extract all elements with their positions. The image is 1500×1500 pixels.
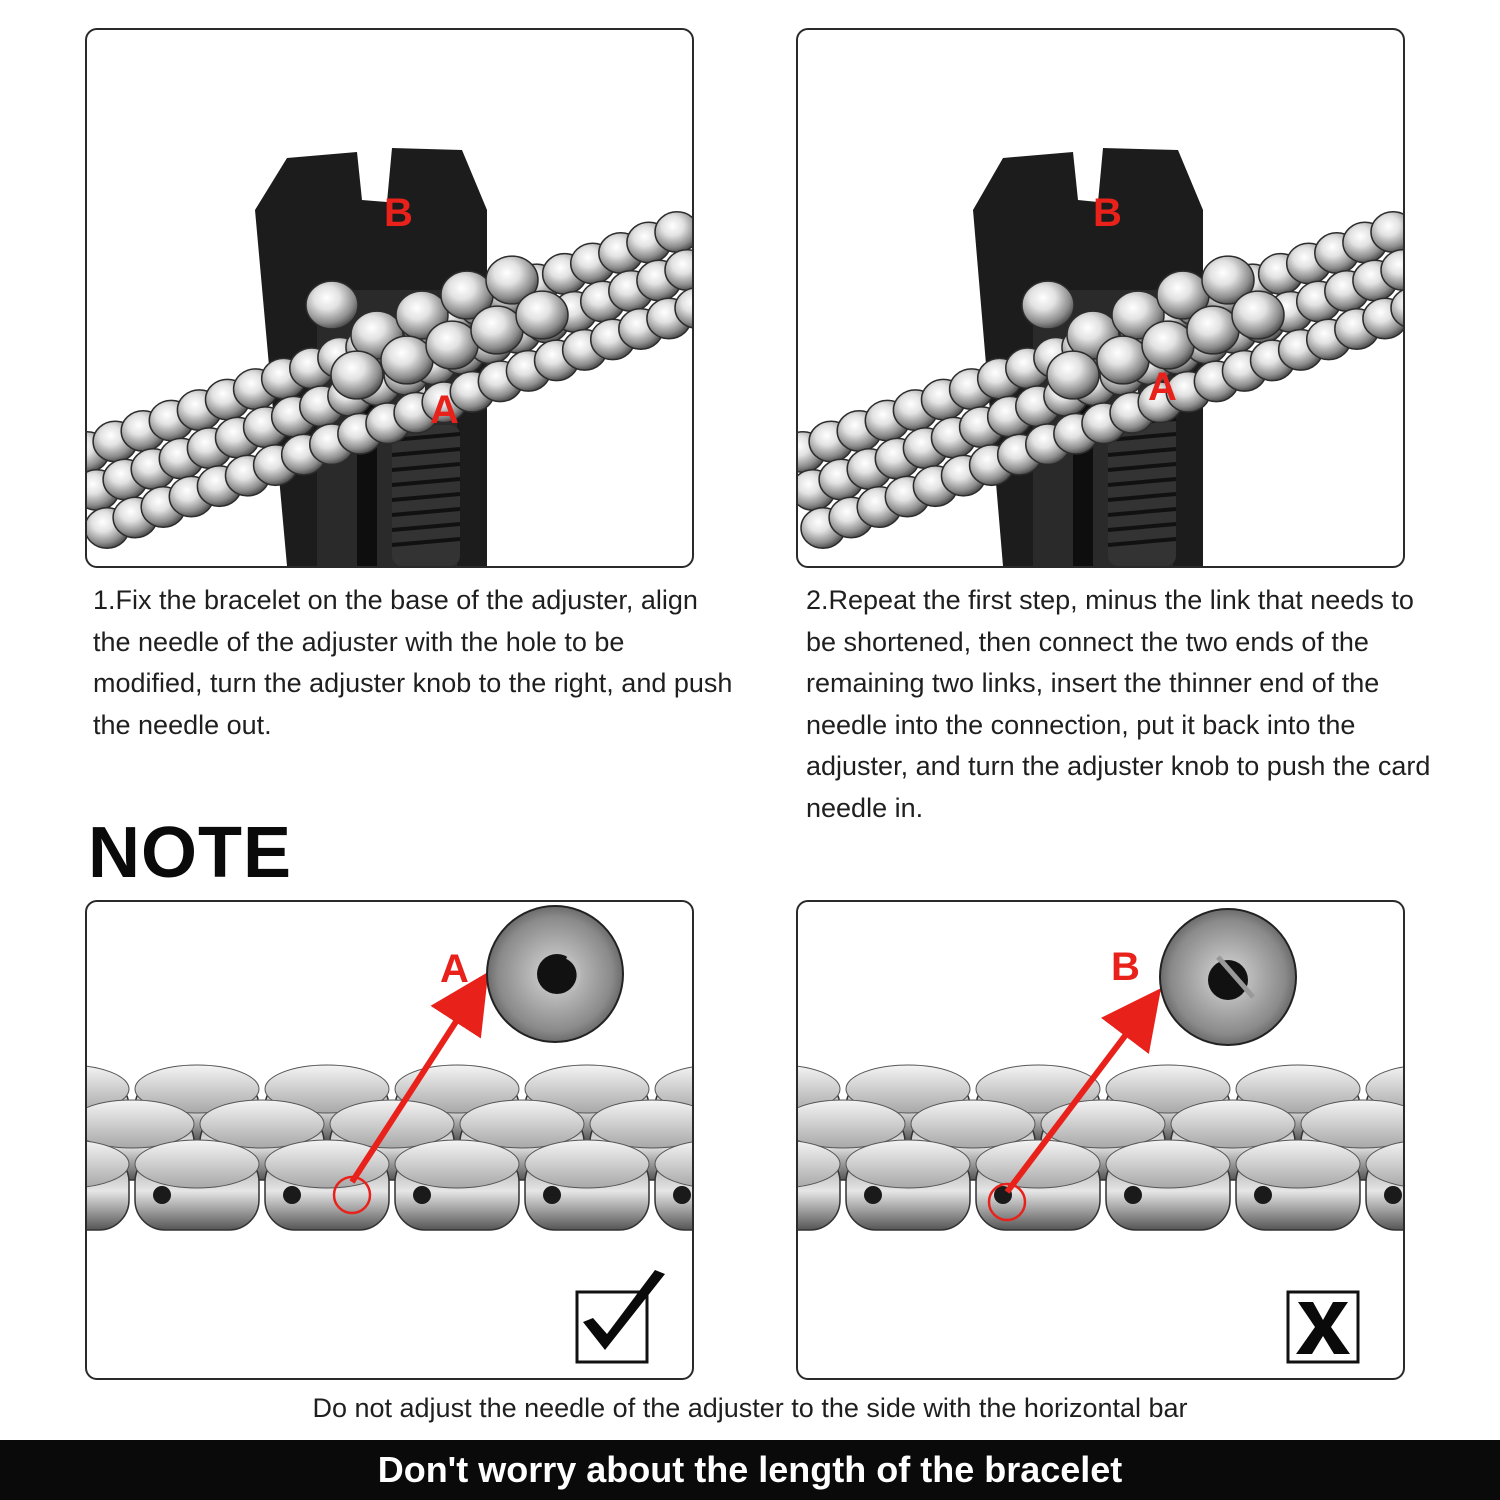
bracelet-links-side — [87, 1065, 692, 1230]
step2-photo-panel — [796, 28, 1405, 568]
hole-zoom-inset — [1160, 909, 1296, 1045]
label-a: A — [1148, 365, 1177, 409]
label-b: B — [1111, 945, 1140, 989]
step1-instructions: 1.Fix the bracelet on the base of the adjuster, align the needle of the adjuster with the hole to be modified, turn the adjuster knob to the right, and push the needle out. — [93, 585, 733, 740]
bracelet-links-side — [798, 1065, 1403, 1230]
correct-side-panel — [85, 900, 694, 1380]
wrong-side-photo — [798, 902, 1403, 1378]
label-b: B — [384, 191, 413, 235]
step1-photo-panel — [85, 28, 694, 568]
hole-zoom-inset — [487, 906, 623, 1042]
wrong-side-panel — [796, 900, 1405, 1380]
x-mark-icon — [1288, 1292, 1358, 1362]
warning-text: Do not adjust the needle of the adjuster to the side with the horizontal bar — [312, 1393, 1188, 1423]
bottom-banner: Don't worry about the length of the bracelet — [0, 1440, 1500, 1500]
correct-side-photo — [87, 902, 692, 1378]
label-a: A — [430, 388, 459, 432]
note-heading: NOTE — [88, 813, 293, 893]
label-b: B — [1093, 191, 1122, 235]
check-mark-icon — [577, 1270, 665, 1362]
step2-instructions: 2.Repeat the first step, minus the link that needs to be shortened, then connect the two ends of the remaining two links, insert the thinner end of the needle into the connection, put it back into the adjuster, and turn the adjuster knob to push the card needle in. — [806, 585, 1431, 823]
step1-photo — [87, 30, 692, 566]
label-a: A — [440, 947, 469, 991]
step2-photo — [798, 30, 1403, 566]
